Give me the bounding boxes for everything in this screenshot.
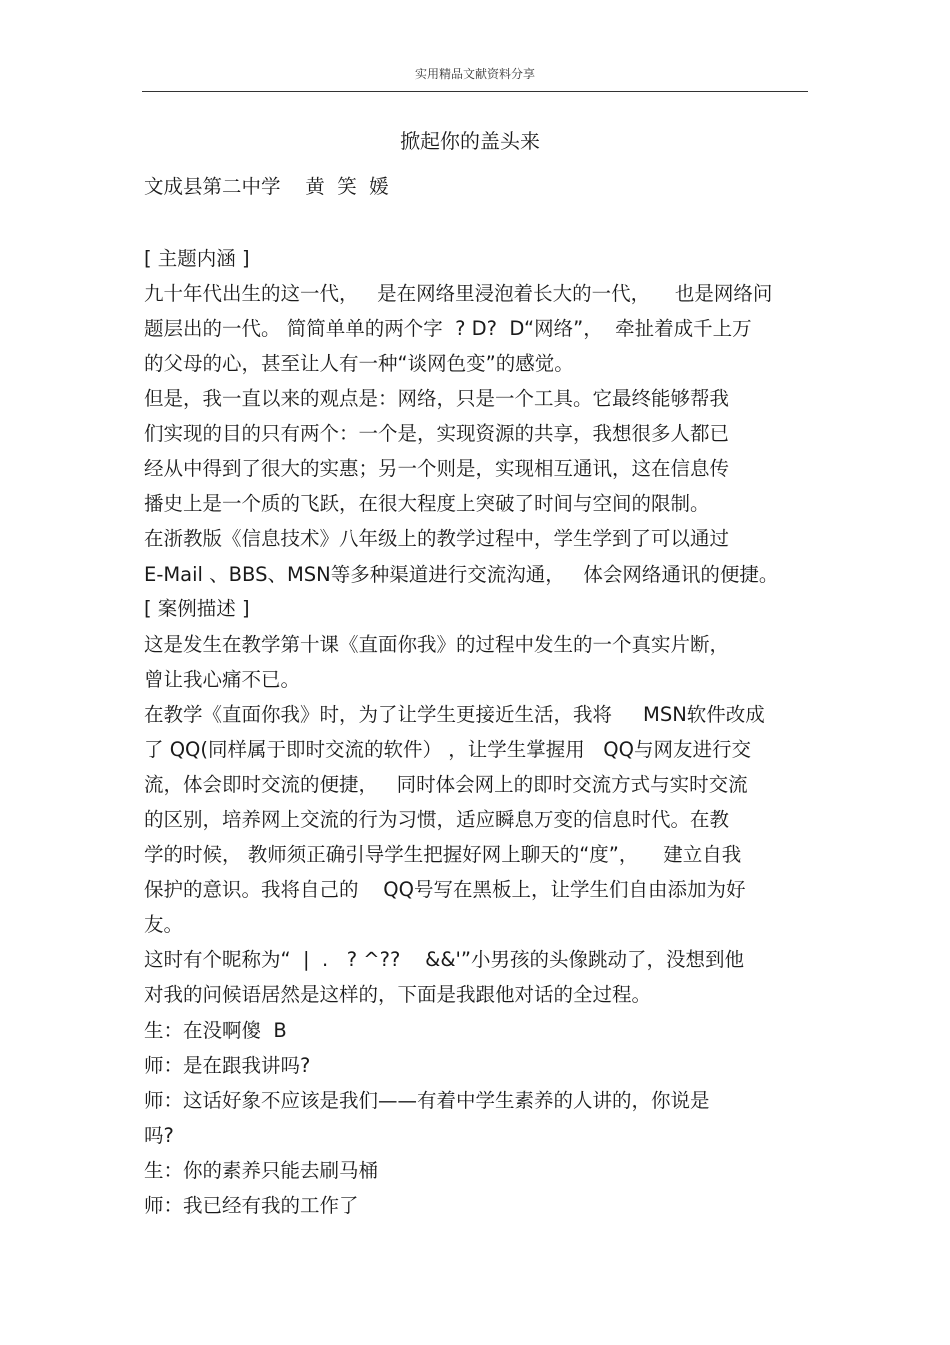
text-line: E-Mail 、BBS、MSN等多种渠道进行交流沟通， 体会网络通讯的便捷。 (144, 563, 779, 586)
text-line: 曾让我心痛不已。 (144, 668, 301, 691)
text-line: 保护的意识。我将自己的 QQ号写在黑板上，让学生们自由添加为好 (144, 878, 746, 901)
text-line: 题层出的一代。 简简单单的两个字 ? D? D“网络”， 牵扯着成千上万 (144, 317, 752, 340)
dialogue-line: 生：在没啊傻 B (144, 1019, 287, 1042)
text-line: 的区别，培养网上交流的行为习惯，适应瞬息万变的信息时代。在教 (144, 808, 730, 831)
text-line: 在教学《直面你我》时，为了让学生更接近生活，我将 MSN软件改成 (144, 703, 765, 726)
text-line: 九十年代出生的这一代， 是在网络里浸泡着长大的一代， 也是网络问 (144, 282, 773, 305)
text-line: 的父母的心，甚至让人有一种“谈网色变”的感觉。 (144, 352, 574, 375)
text-line: 学的时候， 教师须正确引导学生把握好网上聊天的“度”， 建立自我 (144, 843, 742, 866)
dialogue-line: 师：是在跟我讲吗? (144, 1054, 311, 1077)
text-line: 播史上是一个质的飞跃，在很大程度上突破了时间与空间的限制。 (144, 492, 710, 515)
text-line: 但是，我一直以来的观点是：网络，只是一个工具。它最终能够帮我 (144, 387, 730, 410)
text-line: 友。 (144, 913, 184, 936)
document-title: 掀起你的盖头来 (400, 129, 540, 153)
text-line: 了 QQ(同样属于即时交流的软件） ，让学生掌握用 QQ与网友进行交 (144, 738, 751, 761)
section-heading: [ 案例描述 ] (144, 597, 250, 620)
text-line: 们实现的目的只有两个：一个是，实现资源的共享，我想很多人都已 (144, 422, 730, 445)
text-line: 流，体会即时交流的便捷， 同时体会网上的即时交流方式与实时交流 (144, 773, 748, 796)
text-line: 这是发生在教学第十课《直面你我》的过程中发生的一个真实片断， (144, 633, 730, 656)
dialogue-line: 师：这话好象不应该是我们——有着中学生素养的人讲的，你说是 (144, 1089, 710, 1112)
text-line: 这时有个昵称为“ | . ? ^?? &&'”小男孩的头像跳动了，没想到他 (144, 948, 745, 971)
text-line: 经从中得到了很大的实惠；另一个则是，实现相互通讯，这在信息传 (144, 457, 730, 480)
dialogue-line: 生：你的素养只能去刷马桶 (144, 1159, 379, 1182)
text-line: 对我的问候语居然是这样的，下面是我跟他对话的全过程。 (144, 983, 652, 1006)
author-line: 文成县第二中学 黄 笑 媛 (144, 175, 389, 198)
dialogue-line: 吗? (144, 1124, 174, 1147)
header-divider (142, 91, 808, 92)
page-header: 实用精品文献资料分享 (414, 67, 535, 81)
text-line: 在浙教版《信息技术》八年级上的教学过程中，学生学到了可以通过 (144, 527, 730, 550)
dialogue-line: 师：我已经有我的工作了 (144, 1194, 359, 1217)
section-heading: [ 主题内涵 ] (144, 247, 250, 270)
